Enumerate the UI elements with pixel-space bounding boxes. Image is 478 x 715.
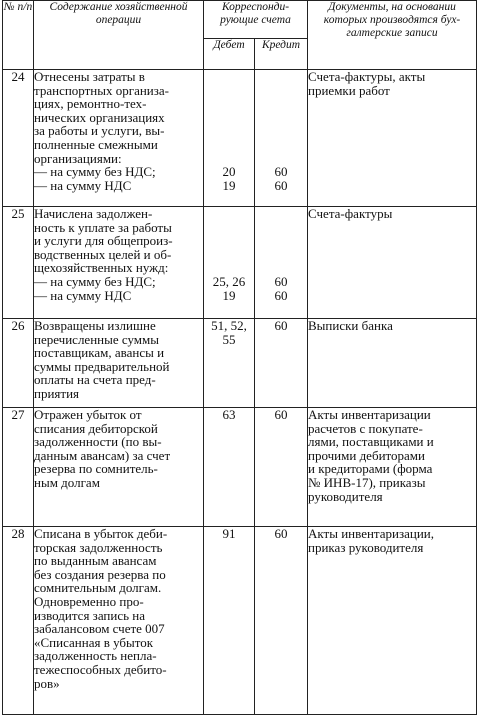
operation-content [34, 207, 204, 319]
credit-account [255, 527, 308, 715]
row-number: 24 [3, 70, 34, 207]
content-line: щехозяйственных нужд: [34, 260, 169, 276]
source-documents [308, 207, 477, 319]
credit-account [255, 408, 308, 527]
docs-line: расчетов с покупате- [308, 420, 423, 436]
docs-line: № ИНВ-17), приказы [308, 474, 426, 490]
content-line: перечисленные суммы [34, 331, 159, 347]
docs-line: приемки работ [308, 82, 390, 98]
content-line: Отнесены затраты в [34, 69, 145, 84]
content-line: ность к уплате за работы [34, 219, 172, 235]
debit-line: 19 [222, 287, 236, 303]
debit-account [204, 408, 255, 527]
table-row [3, 207, 477, 319]
content-line: изводится запись на [34, 607, 146, 623]
header-debit: Дебет [204, 39, 255, 70]
docs-line: Выписки банка [308, 318, 393, 333]
debit-line: 19 [222, 177, 236, 193]
docs-line: прочими дебиторами [308, 447, 425, 463]
source-documents [308, 319, 477, 408]
credit-line: 60 [274, 177, 288, 193]
source-documents [308, 70, 477, 207]
content-line: Отражен убыток от [34, 407, 142, 422]
debit-line: 91 [222, 526, 236, 541]
content-line: задолженность непла- [34, 648, 157, 664]
content-line: — на сумму без НДС; [34, 273, 156, 289]
credit-account [255, 70, 308, 207]
content-line: без создания резерва по [34, 566, 166, 582]
debit-line: 25, 26 [212, 273, 246, 289]
table-row [3, 319, 477, 408]
row-number: 26 [3, 319, 34, 408]
debit-line: 20 [222, 164, 236, 180]
debit-line: 63 [222, 407, 236, 422]
table-row [3, 408, 477, 527]
header-documents: Документы, на основании которых производятся бух-галтерские записи [308, 1, 477, 70]
row-number: 28 [3, 527, 34, 715]
content-line: — на сумму без НДС; [34, 164, 156, 180]
content-line: по выданным авансам [34, 553, 157, 569]
table-row [3, 70, 477, 207]
operation-content [34, 527, 204, 715]
table-row [3, 527, 477, 715]
credit-line: 60 [274, 273, 288, 289]
header-credit: Кредит [255, 39, 308, 70]
content-line: тежеспособных дебито- [34, 661, 167, 677]
content-line: циях, ремонтно-тех- [34, 96, 147, 112]
header-corresponding-accounts: Корреспонди-рующие счета [204, 1, 308, 39]
content-line: — на сумму НДС [34, 287, 132, 303]
credit-line: 60 [274, 164, 288, 180]
content-line: полненные смежными [34, 136, 158, 152]
credit-account [255, 319, 308, 408]
row-number: 25 [3, 207, 34, 319]
content-line: резерва по сомнитель- [34, 461, 158, 477]
credit-line: 60 [274, 407, 288, 422]
debit-line: 55 [222, 331, 236, 347]
docs-line: Акты инвентаризации [308, 407, 431, 422]
content-line: ров» [34, 675, 60, 691]
content-line: приятия [34, 385, 80, 401]
content-line: оплаты на счета пред- [34, 372, 156, 388]
docs-line: Счета-фактуры, акты [308, 69, 426, 84]
source-documents [308, 408, 477, 527]
credit-line: 60 [274, 287, 288, 303]
content-line: ным долгам [34, 474, 100, 490]
content-line: нических организациях [34, 109, 165, 125]
docs-line: руководителя [308, 488, 383, 504]
operation-content [34, 408, 204, 527]
debit-line: 51, 52, [211, 318, 247, 333]
content-line: организациями: [34, 150, 122, 166]
docs-line: Счета-фактуры [308, 206, 393, 221]
operation-content [34, 319, 204, 408]
credit-line: 60 [274, 318, 288, 333]
operation-content [34, 70, 204, 207]
content-line: данным авансам) за счет [34, 447, 171, 463]
debit-account [204, 319, 255, 408]
content-line: «Списанная в убыток [34, 634, 154, 650]
content-line: водственных целей и об- [34, 246, 172, 262]
content-line: транспортных организа- [34, 82, 169, 98]
docs-line: приказ руководителя [308, 539, 424, 555]
content-line: забалансовом счете 007 [34, 621, 165, 637]
credit-line: 60 [274, 526, 288, 541]
debit-account [204, 207, 255, 319]
content-line: торская задолженность [34, 539, 163, 555]
credit-account [255, 207, 308, 319]
header-no: № п/п [3, 1, 34, 70]
source-documents [308, 527, 477, 715]
content-line: Начислена задолжен- [34, 206, 153, 221]
content-line: списания дебиторской [34, 420, 158, 436]
operations-table [2, 0, 477, 715]
content-line: суммы предварительной [34, 358, 170, 374]
content-line: сомнительным долгам. [34, 580, 162, 596]
docs-line: Акты инвентаризации, [308, 526, 435, 541]
content-line: и услуги для общепроиз- [34, 233, 173, 249]
content-line: поставщикам, авансы и [34, 345, 165, 361]
debit-account [204, 527, 255, 715]
content-line: Списана в убыток деби- [34, 526, 168, 541]
content-line: за работы и услуги, вы- [34, 123, 165, 139]
content-line: Возвращены излишне [34, 318, 156, 333]
header-content: Содержание хозяйственной операции [34, 1, 204, 70]
docs-line: и кредиторами (форма [308, 461, 433, 477]
content-line: задолженности (по вы- [34, 434, 162, 450]
debit-account [204, 70, 255, 207]
content-line: — на сумму НДС [34, 177, 132, 193]
docs-line: лями, поставщиками и [308, 434, 434, 450]
row-number: 27 [3, 408, 34, 527]
content-line: Одновременно про- [34, 593, 144, 609]
